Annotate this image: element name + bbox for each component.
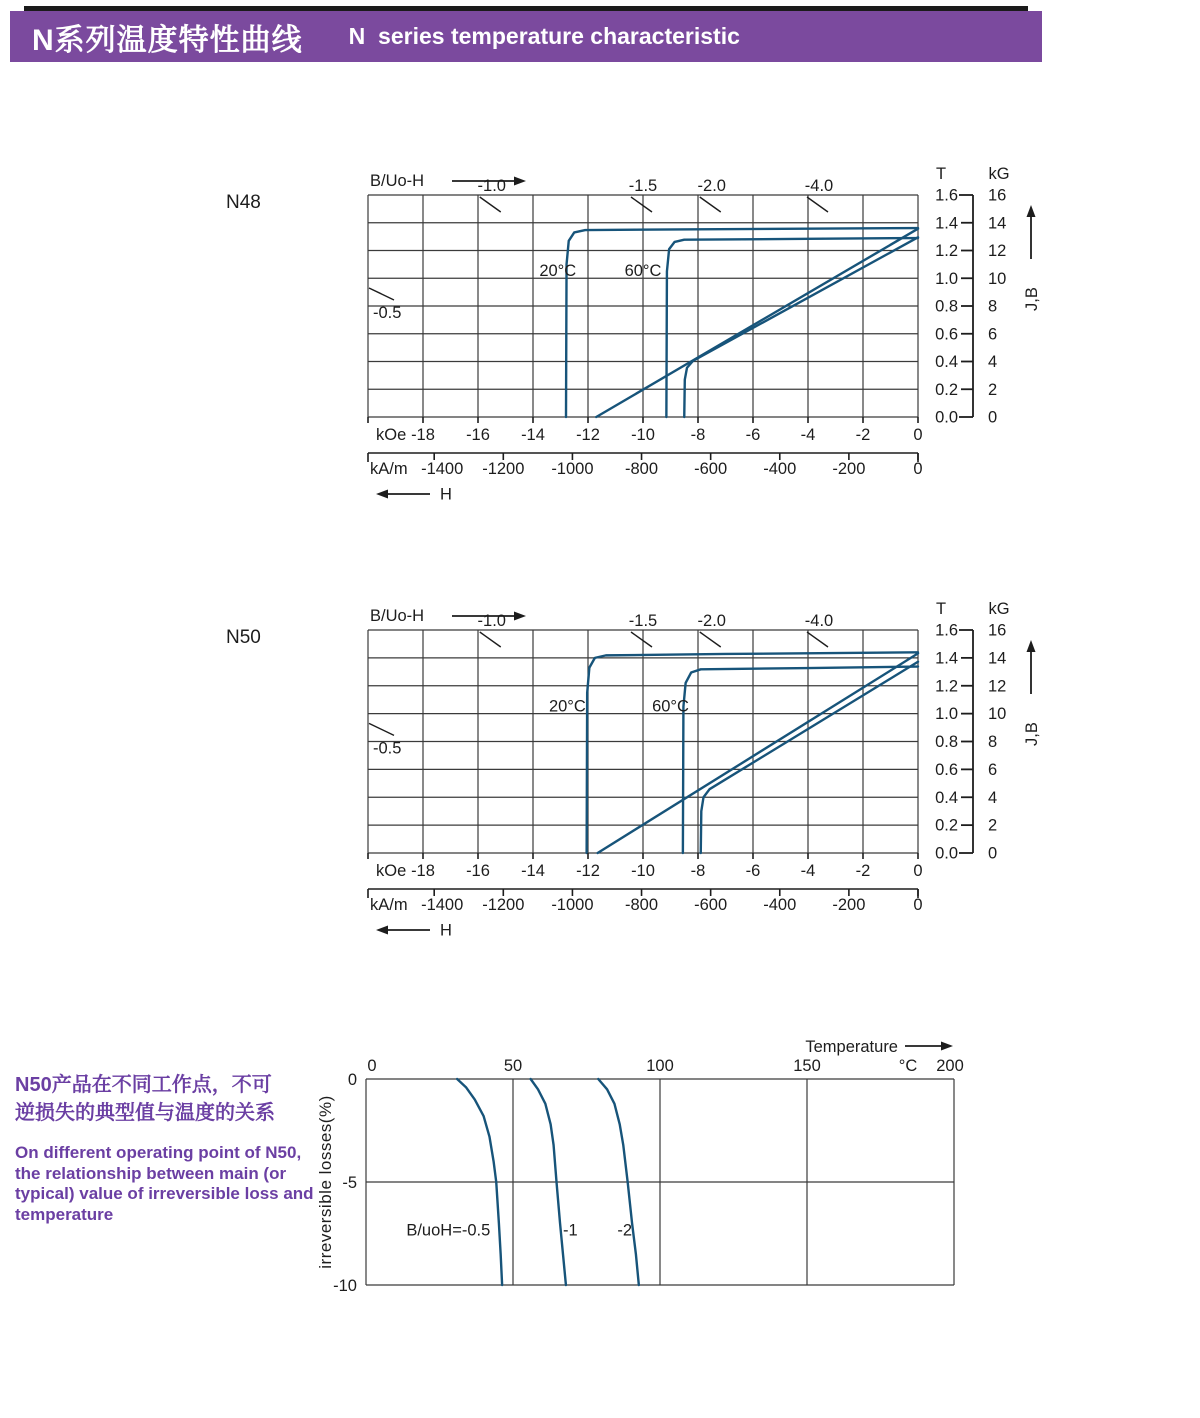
x-tick-kam: -1200 [482,460,525,478]
x-tick-koe: -14 [521,862,545,880]
x-tick-label: 0 [367,1057,377,1075]
x-tick-koe: -6 [745,426,761,444]
y-tick-t: 1.4 [935,649,958,668]
x-tick-kam: -1200 [482,896,525,914]
curve-B 20C [598,653,918,853]
load-line-label: -0.5 [373,303,402,322]
x-tick-koe: -4 [800,862,816,880]
x-tick-koe: -18 [411,862,435,880]
y-tick-t: 1.0 [935,269,958,288]
curve-label: -2 [617,1221,633,1240]
x-tick-koe: -16 [466,862,490,880]
y-tick-t: 1.0 [935,705,958,724]
y-axis-title: irreversible losses(%) [316,1095,335,1269]
x-tick-koe: -12 [576,862,600,880]
x-tick-koe: -18 [411,426,435,444]
x-tick-kam: 0 [913,460,923,478]
arrow-left-icon [376,490,388,499]
y-tick-t: 1.6 [935,621,958,640]
x-tick-koe: -2 [855,426,871,444]
x-tick-kam: -1400 [421,896,464,914]
y-tick-kg: 10 [988,269,1007,288]
x-unit-kam: kA/m [370,896,408,914]
x-tick-koe: -6 [745,862,761,880]
x-tick-koe: -2 [855,862,871,880]
x-tick-kam: -1000 [551,896,594,914]
load-line-tick [700,197,721,212]
y-tick-t: 0.6 [935,760,958,779]
y-tick-t: 0.4 [935,788,958,807]
x-tick-kam: 0 [913,896,923,914]
page-title-zh: N系列温度特性曲线 [32,23,303,57]
load-line-tick [369,288,394,300]
grade-label-n50: N50 [226,627,261,648]
x-tick-kam: -600 [694,460,728,478]
x-tick-koe: -8 [690,862,706,880]
curve-label: -1 [562,1221,578,1240]
x-unit-label: °C [898,1057,918,1075]
x-tick-label: 50 [503,1057,523,1075]
load-line-label: -2.0 [697,612,726,630]
load-line-label: -4.0 [804,177,834,195]
y-unit-kg: kG [988,600,1010,618]
y-tick-t: 1.2 [935,242,958,260]
plot-title: B/Uo-H [370,607,425,625]
load-line-tick [807,632,828,647]
page-title-en: N series temperature characteristic [348,23,740,49]
y-tick-label: -5 [342,1174,357,1192]
x-tick-koe: -10 [631,426,655,444]
load-line-label: -0.5 [373,739,402,758]
arrow-left-icon [376,926,388,935]
curve-J 20C [587,652,918,853]
side-note-zh-line1: N50产品在不同工作点，不可 [15,1074,272,1096]
y-tick-t: 1.2 [935,677,958,696]
load-line-tick [480,632,501,647]
chart-loss [316,1038,964,1295]
load-line-tick [700,632,721,647]
plot-title: B/Uo-H [370,172,425,190]
y-tick-kg: 14 [988,649,1007,668]
jb-label: J,B [1023,722,1041,746]
h-label: H [440,485,452,504]
side-note-en-line3: typical) value of irreversible loss and [15,1184,314,1203]
x-tick-kam: -800 [625,896,659,914]
y-tick-kg: 12 [988,242,1007,260]
x-tick-label: 150 [793,1057,821,1075]
load-line-tick [807,197,828,212]
curve-B 60C [701,662,918,853]
y-tick-kg: 4 [988,788,998,807]
y-tick-t: 0.2 [935,380,958,399]
h-label: H [440,921,452,940]
temp-label: 60°C [652,697,689,716]
y-tick-kg: 8 [988,297,998,316]
x-unit-koe: kOe [376,862,407,880]
arrow-up-icon [1027,640,1036,652]
x-tick-kam: -200 [832,896,866,914]
arrow-right-icon [514,177,526,186]
x-tick-kam: -400 [763,896,797,914]
y-tick-kg: 0 [988,408,998,427]
y-tick-kg: 14 [988,214,1007,233]
x-tick-koe: -8 [690,426,706,444]
x-tick-kam: -200 [832,460,866,478]
y-unit-kg: kG [988,165,1010,183]
y-tick-kg: 8 [988,733,998,751]
temp-label: 20°C [548,697,586,716]
x-tick-kam: -1000 [551,460,594,478]
chart-n50 [368,600,1041,940]
y-unit-t: T [935,165,947,183]
y-tick-t: 0.4 [935,353,958,371]
x-tick-koe: -4 [800,426,816,444]
y-tick-t: 0.2 [935,816,958,835]
curve-label: B/uoH=-0.5 [406,1221,491,1240]
y-tick-kg: 6 [988,325,998,344]
y-tick-kg: 0 [988,844,998,863]
x-tick-label: 200 [936,1057,964,1075]
y-tick-kg: 4 [988,353,998,371]
load-line-tick [631,632,652,647]
load-line-label: -4.0 [804,612,834,630]
y-tick-kg: 16 [988,621,1007,640]
load-line-tick [369,723,394,735]
x-tick-koe: -12 [576,426,600,444]
y-tick-t: 0.0 [935,844,958,863]
grade-label-n48: N48 [226,192,261,213]
temp-label: 20°C [539,261,577,280]
load-line-label: -1.0 [477,177,506,195]
x-tick-koe: -10 [631,862,655,880]
y-tick-kg: 16 [988,186,1007,205]
y-tick-t: 0.0 [935,408,958,427]
jb-label: J,B [1023,287,1041,311]
y-unit-t: T [935,600,947,618]
grid [368,630,918,853]
grid [366,1079,954,1285]
y-tick-t: 1.6 [935,186,958,205]
y-tick-label: -10 [333,1277,357,1295]
x-tick-label: 100 [646,1057,674,1075]
side-note-zh-line2: 逆损失的典型值与温度的关系 [15,1102,275,1124]
y-tick-t: 1.4 [935,214,958,233]
y-tick-kg: 2 [988,380,998,399]
chart-n48 [368,165,1041,504]
y-tick-kg: 12 [988,677,1007,696]
arrow-right-icon [514,612,526,621]
y-tick-kg: 10 [988,705,1007,724]
load-line-tick [480,197,501,212]
x-tick-koe: -14 [521,426,545,444]
side-note-en-line1: On different operating point of N50, [15,1143,302,1162]
side-note-en-line2: the relationship between main (or [15,1163,287,1183]
y-tick-t: 0.6 [935,325,958,344]
y-tick-t: 0.8 [935,297,958,316]
curve-B 60C [684,237,918,417]
x-unit-kam: kA/m [370,460,408,478]
y-tick-kg: 6 [988,760,998,779]
load-line-label: -1.0 [477,612,506,630]
x-tick-kam: -600 [694,896,728,914]
x-tick-koe: -16 [466,426,490,444]
x-tick-kam: -1400 [421,460,464,478]
x-tick-koe: 0 [913,862,923,880]
temperature-title: Temperature [805,1038,898,1056]
load-line-tick [631,197,652,212]
x-tick-koe: 0 [913,426,923,444]
load-line-label: -1.5 [628,177,658,195]
y-tick-label: 0 [347,1071,357,1089]
temp-label: 60°C [624,261,662,280]
arrow-right-icon [941,1042,953,1051]
y-tick-t: 0.8 [935,733,958,751]
x-tick-kam: -400 [763,460,797,478]
x-unit-koe: kOe [376,426,407,444]
load-line-label: -2.0 [697,177,726,195]
arrow-up-icon [1027,205,1036,217]
y-tick-kg: 2 [988,816,998,835]
load-line-label: -1.5 [628,612,658,630]
curve-J 60C [666,238,918,417]
side-note-en-line4: temperature [15,1204,114,1224]
x-tick-kam: -800 [625,460,659,478]
